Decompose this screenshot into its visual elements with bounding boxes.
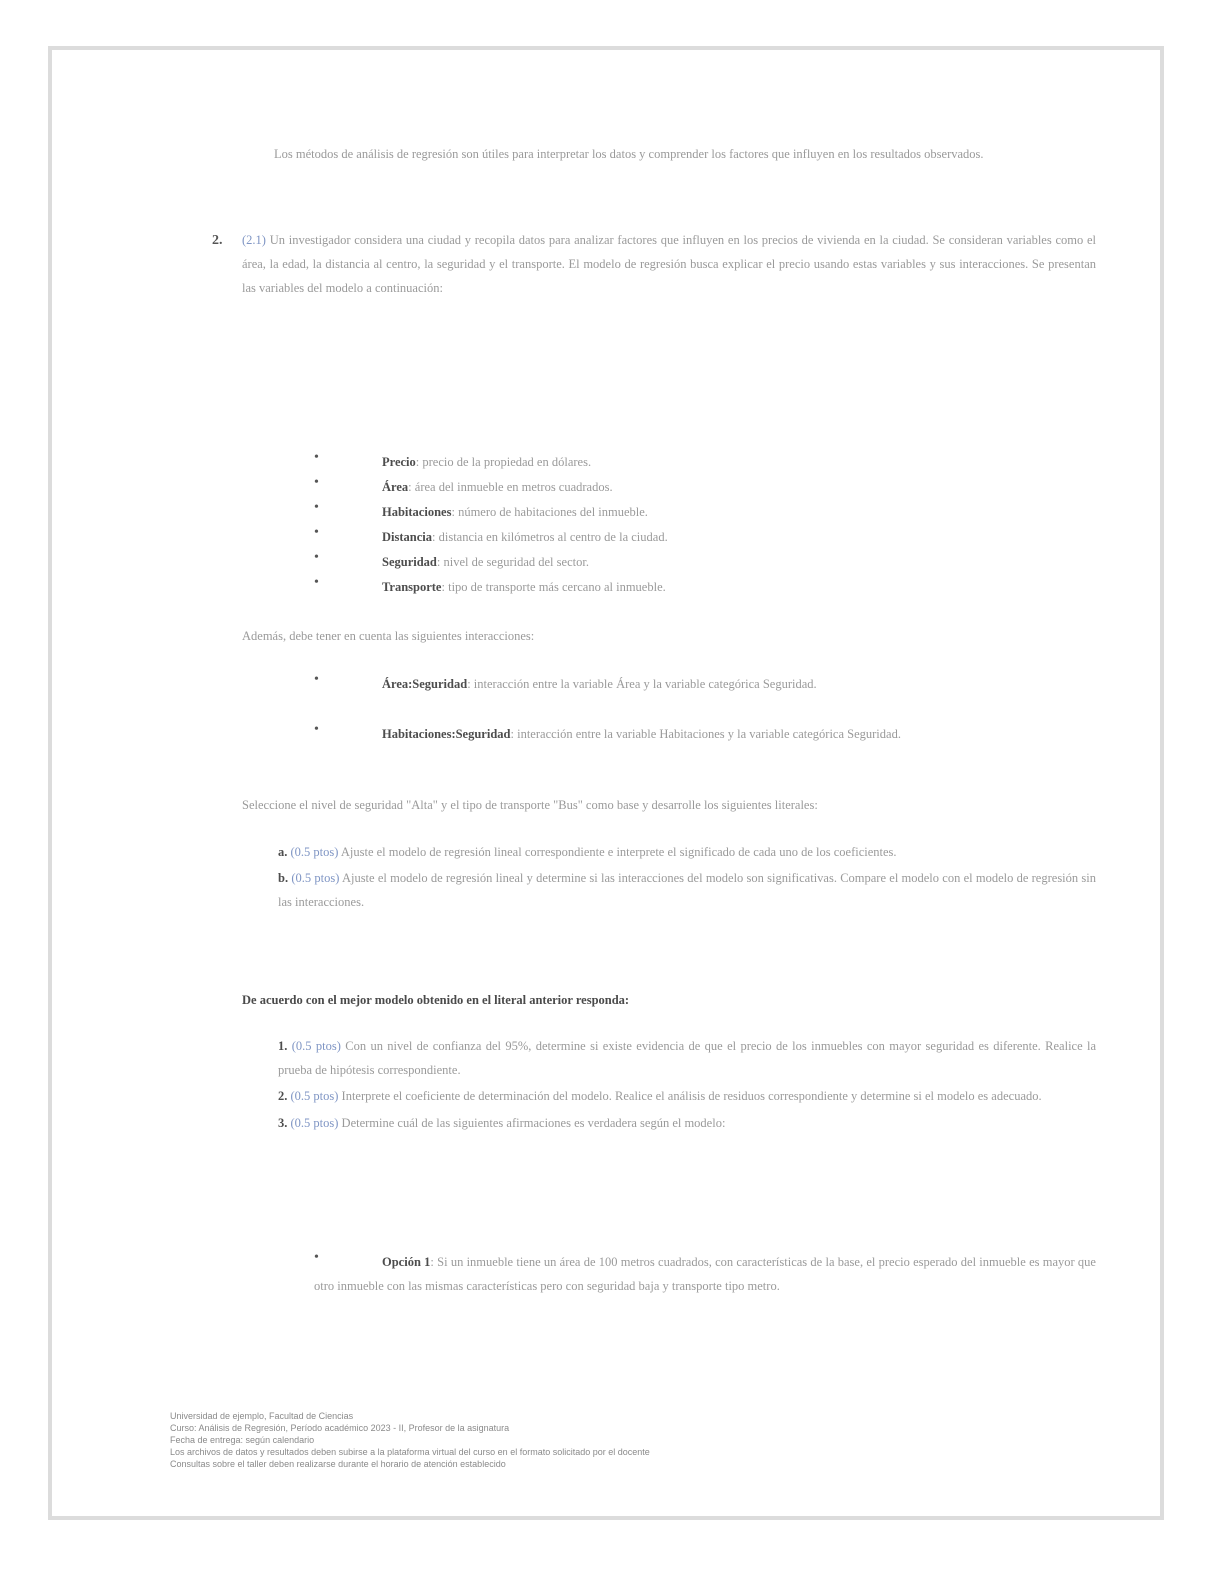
- footnote: Los archivos de datos y resultados deben subirse a la plataforma virtual del curso en el formato solicitado por el docente: [170, 1447, 650, 1457]
- list-item: • Transporte: tipo de transporte más cercano al inmueble.: [314, 575, 666, 594]
- questions-123: [278, 1034, 1096, 1135]
- option-name: Opción 1: [382, 1255, 431, 1269]
- document-page: Los métodos de análisis de regresión son útiles para interpretar los datos y comprender los factores que influyen en los resultados observados. 2. (2.1) Un investigador considera una ciudad y recopila datos para analizar factores que influyen en los precios de vivienda en la ciudad. Se consideran variables como el área, la edad, la distancia al centro, la seguridad y el transporte. El modelo de regresión busca explicar el precio usando estas variables y sus interacciones. Se presentan las variables del modelo a continuación: • Precio: precio de la propiedad en dólares. • Área: área del inmueble en metros cuadrados. • Habitaciones: número de habitaciones del inmueble. • Distancia: distancia en kilómetros al centro de la ciudad. • Seguridad: nivel de seguridad del sector. • Transporte: tipo de transporte más cercano al inmueble. Además, debe tener en cuenta las siguientes interacciones: • Área:Seguridad: interacción entre la variable Área y la variable categórica Seguridad. • Habitaciones:Seguridad: interacción entre la variable Habitaciones y la variable categórica Seguridad. Seleccione el nivel de seguridad "Alta" y el tipo de transporte "Bus" como base y desarrolle los siguientes literales: a. (0.5 ptos) Ajuste el modelo de regresión lineal correspondiente e interprete el significado de cada uno de los coeficientes. b. (0.5 ptos) Ajuste el modelo de regresión lineal y determine si las interacciones del modelo son significativas. Compare el modelo con el modelo de regresión sin las interacciones. De acuerdo con el mejor modelo obtenido en el literal anterior responda: 1. (0.5 ptos) Con un nivel de confianza del 95%, determine si existe evidencia de que el precio de los inmuebles con mayor seguridad es diferente. Realice la prueba de hipótesis correspondiente. 2. (0.5 ptos) Interprete el coeficiente de determinación del modelo. Realice el análisis de residuos correspondiente y determine si el modelo es adecuado. 3. (0.5 ptos) Determine cuál de las siguientes afirmaciones es verdadera según el modelo: • Opción 1: Si un inmueble tiene un área de 100 metros cuadrados, con características de la base, el precio esperado del inmueble es mayor que otro inmueble con las mismas características pero con seguridad baja y transporte tipo metro. Universidad de ejemplo, Facultad de Ciencias Curso: Análisis de Regresión, Período académico 2023 - II, Profesor de la asignatura Fecha de entrega: según calendario Los archivos de datos y resultados deben subirse a la plataforma virtual del curso en el formato solicitado por el docente Consultas sobre el taller deben realizarse durante el horario de atención establecido: [48, 46, 1164, 1520]
- list-item: • Seguridad: nivel de seguridad del sector.: [314, 550, 589, 569]
- variable-name: Seguridad: [382, 555, 437, 569]
- interaction-desc: interacción entre la variable Área y la variable categórica Seguridad.: [473, 677, 817, 691]
- question-text: Determine cuál de las siguientes afirmaciones es verdadera según el modelo:: [341, 1115, 726, 1130]
- item-2-marker: 2.: [212, 233, 223, 248]
- item-2-paragraph: [242, 228, 1096, 418]
- variable-desc: área del inmueble en metros cuadrados.: [414, 480, 613, 494]
- variable-desc: precio de la propiedad en dólares.: [422, 455, 592, 469]
- question-label: a.: [278, 845, 288, 859]
- variable-desc: distancia en kilómetros al centro de la ciudad.: [438, 530, 668, 544]
- reference-paragraph: Seleccione el nivel de seguridad "Alta" y el tipo de transporte "Bus" como base y desarrolle los siguientes literales:: [242, 798, 818, 812]
- intro-paragraph: Los métodos de análisis de regresión son útiles para interpretar los datos y comprender los factores que influyen en los resultados observados.: [274, 147, 984, 161]
- item-2-code: (2.1): [242, 233, 266, 247]
- list-item: • Área:Seguridad: interacción entre la variable Área y la variable categórica Seguridad.: [314, 672, 817, 691]
- variable-name: Habitaciones: [382, 505, 452, 519]
- questions-ab: [278, 840, 1096, 915]
- interaction-name: Habitaciones:Seguridad: [382, 727, 511, 741]
- item-2-text: Un investigador considera una ciudad y recopila datos para analizar factores que influyen en los precios de vivienda en la ciudad. Se consideran variables como el área, la edad, la distancia al centro, la seguridad y el transporte. El modelo de regresión busca explicar el precio usando estas variables y sus interacciones. Se presentan las variables del modelo a continuación:: [242, 233, 1096, 296]
- question-label: 2.: [278, 1089, 288, 1104]
- list-item: [278, 1034, 1096, 1082]
- list-item: [278, 1084, 1096, 1108]
- question-code: (0.5 ptos): [290, 1115, 339, 1130]
- variable-desc: número de habitaciones del inmueble.: [458, 505, 648, 519]
- question-text: Interprete el coeficiente de determinación del modelo. Realice el análisis de residuos correspondiente y determine si el modelo es adecuado.: [341, 1089, 1042, 1104]
- question-code: (0.5 ptos): [290, 845, 339, 859]
- variable-name: Área: [382, 480, 409, 494]
- question-label: 3.: [278, 1115, 288, 1130]
- footnote: Curso: Análisis de Regresión, Período académico 2023 - II, Profesor de la asignatura: [170, 1423, 510, 1433]
- question-code: (0.5 ptos): [291, 871, 340, 886]
- variable-name: Distancia: [382, 530, 432, 544]
- list-item: • Área: área del inmueble en metros cuadrados.: [314, 475, 613, 494]
- list-item: • Distancia: distancia en kilómetros al centro de la ciudad.: [314, 525, 668, 544]
- list-item: • Precio: precio de la propiedad en dólares.: [314, 450, 592, 469]
- list-item: [278, 1111, 1096, 1135]
- list-item: • Habitaciones: número de habitaciones del inmueble.: [314, 500, 648, 519]
- question-label: b.: [278, 871, 289, 886]
- question-label: 1.: [278, 1039, 288, 1053]
- list-item: • Habitaciones:Seguridad: interacción entre la variable Habitaciones y la variable categórica Seguridad.: [314, 722, 901, 741]
- section-heading: De acuerdo con el mejor modelo obtenido en el literal anterior responda:: [242, 993, 630, 1007]
- footnote: Fecha de entrega: según calendario: [170, 1435, 315, 1445]
- question-text: Con un nivel de confianza del 95%, determine si existe evidencia de que el precio de los inmuebles con mayor seguridad es diferente. Realice la prueba de hipótesis correspondiente.: [278, 1039, 1097, 1078]
- variable-name: Transporte: [382, 580, 442, 594]
- question-code: (0.5 ptos): [290, 1089, 339, 1104]
- variable-name: Precio: [382, 455, 416, 469]
- variables-list: [314, 450, 1074, 600]
- footnotes: [170, 1410, 1030, 1470]
- variable-desc: nivel de seguridad del sector.: [443, 555, 589, 569]
- interactions-intro: Además, debe tener en cuenta las siguientes interacciones:: [242, 629, 535, 643]
- list-item: [278, 866, 1096, 914]
- interaction-name: Área:Seguridad: [382, 677, 468, 691]
- question-text: Ajuste el modelo de regresión lineal y determine si las interacciones del modelo son significativas. Compare el modelo con el modelo de regresión sin las interacciones.: [278, 871, 1096, 910]
- footnote: Consultas sobre el taller deben realizarse durante el horario de atención establecido: [170, 1459, 506, 1469]
- list-item: [278, 840, 1096, 864]
- interaction-desc: interacción entre la variable Habitaciones y la variable categórica Seguridad.: [517, 727, 901, 741]
- option-text: Si un inmueble tiene un área de 100 metros cuadrados, con características de la base, el precio esperado del inmueble es mayor que otro inmueble con las mismas características pero con seguridad baja y transporte tipo metro.: [314, 1255, 1096, 1294]
- question-code: (0.5 ptos): [291, 1039, 341, 1053]
- question-text: Ajuste el modelo de regresión lineal correspondiente e interprete el significado de cada uno de los coeficientes.: [340, 845, 897, 859]
- variable-desc: tipo de transporte más cercano al inmueble.: [448, 580, 666, 594]
- footnote: Universidad de ejemplo, Facultad de Ciencias: [170, 1411, 354, 1421]
- interactions-list: [314, 672, 1096, 772]
